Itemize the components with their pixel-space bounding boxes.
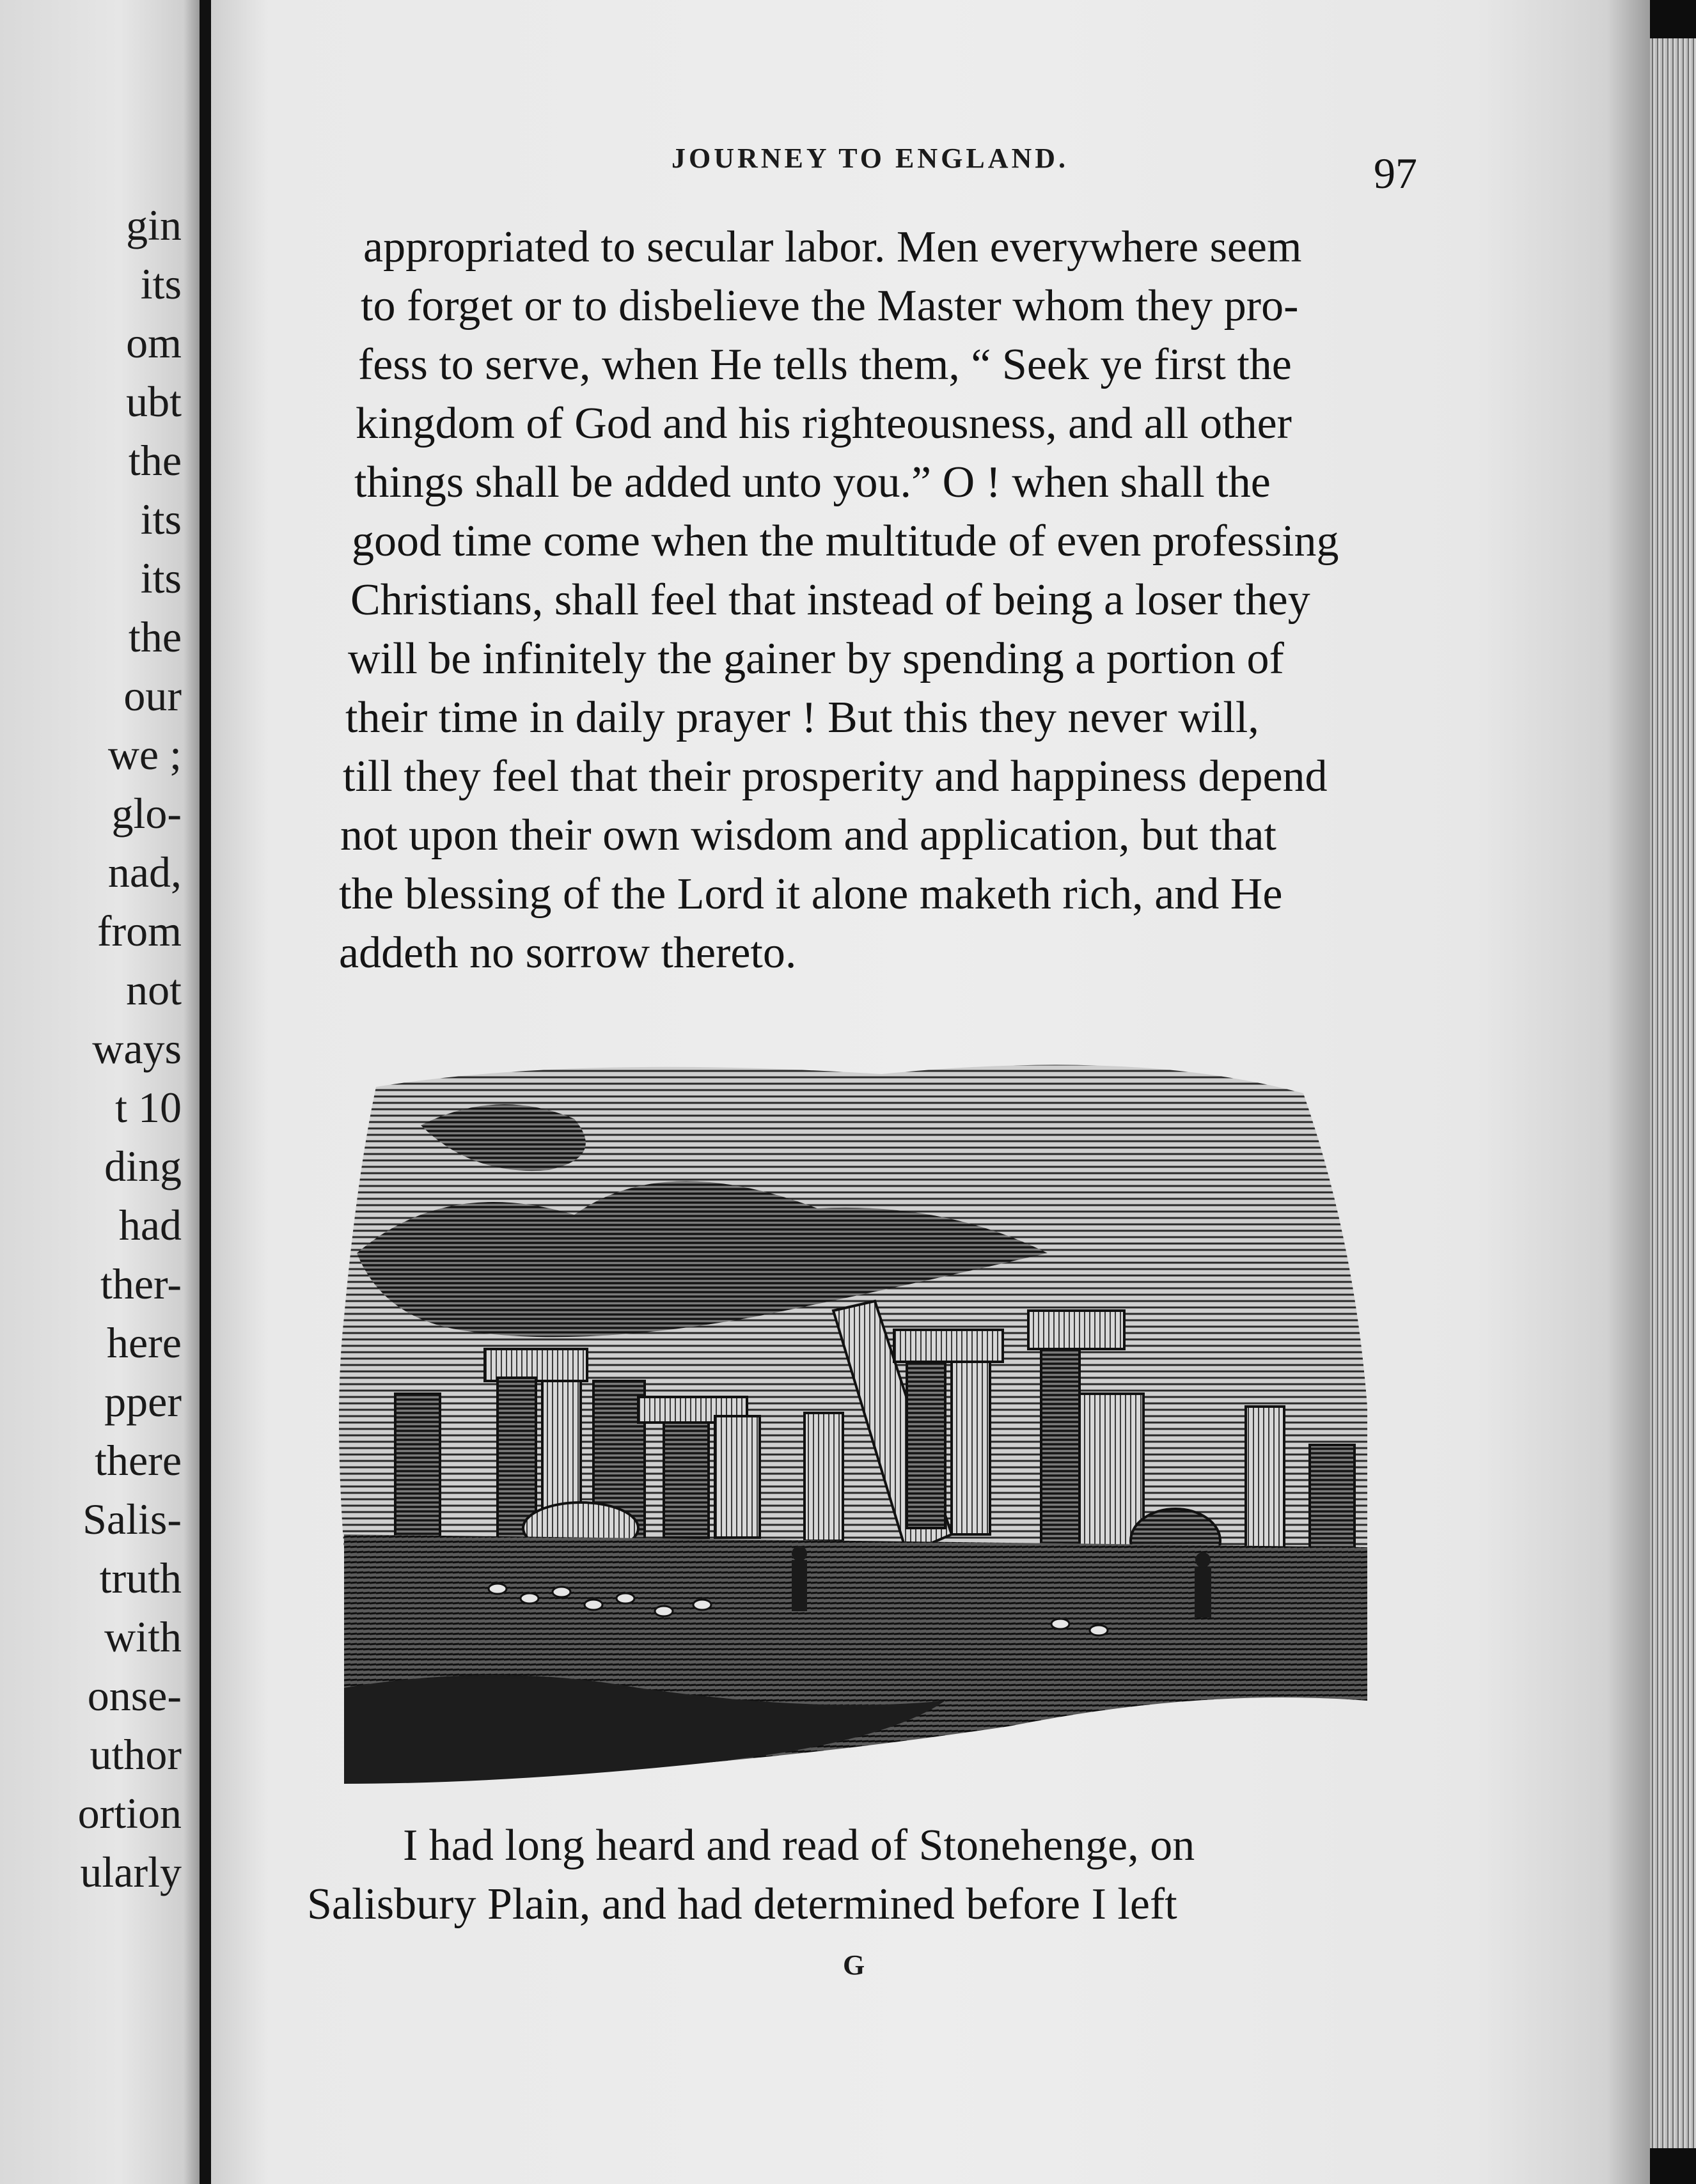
left-page-line: its [140,554,182,602]
left-page-line: our [123,671,182,720]
left-page-line: Salis- [82,1495,182,1543]
left-page-line: its [140,495,182,543]
text-line: will be infinitely the gainer by spending a portion of [348,634,1284,683]
running-header: JOURNEY TO ENGLAND. [671,143,1069,174]
page-number: 97 [1374,149,1417,198]
left-page-line: here [106,1318,182,1367]
text-line: fess to serve, when He tells them, “ Seek ye first the [358,340,1292,389]
text-line: kingdom of God and his righteousness, and all other [356,399,1292,448]
left-page-line: pper [104,1377,182,1426]
left-page-line: ways [92,1024,182,1073]
text-line: I had long heard and read of Stonehenge, on [403,1821,1195,1870]
left-page-line: had [118,1201,182,1249]
left-page-line: ther- [100,1260,182,1308]
left-page-line: uthor [90,1730,182,1779]
left-page-line: from [97,907,182,955]
left-page-line: with [104,1612,182,1661]
text-line: their time in daily prayer ! But this they never will, [345,693,1259,742]
left-page-line: t 10 [115,1083,182,1132]
previous-page-fragment [0,0,200,2184]
page-edges [1650,38,1696,2148]
stonehenge-engraving [306,1049,1386,1790]
left-page-line: the [128,612,182,661]
left-page-line: ularly [80,1848,182,1896]
left-page-line: ubt [126,377,182,426]
book-gutter [200,0,211,2184]
text-line: to forget or to disbelieve the Master whom they pro- [361,281,1299,331]
text-line: the blessing of the Lord it alone maketh rich, and He [339,870,1283,919]
text-line: till they feel that their prosperity and happiness depend [343,752,1328,801]
left-page-line: onse- [87,1671,182,1720]
text-line: Salisbury Plain, and had determined before I left [307,1880,1177,1929]
left-page-line: om [126,318,182,367]
left-page-line: gin [126,201,182,249]
signature-mark: G [843,1949,865,1981]
left-page-line: truth [99,1554,182,1602]
text-line: Christians, shall feel that instead of being a loser they [350,575,1310,625]
left-page-line: the [128,436,182,485]
left-page-line: its [140,260,182,308]
left-page-line: ding [104,1142,182,1190]
left-page-line: ortion [77,1789,182,1837]
left-page-line: we ; [107,730,182,779]
text-line: appropriated to secular labor. Men everywhere seem [363,222,1302,272]
text-line: good time come when the multitude of even professing [352,517,1339,566]
text-line: not upon their own wisdom and application, but that [340,811,1276,860]
left-page-line: not [126,965,182,1014]
text-line: things shall be added unto you.” O ! when shall the [354,458,1271,507]
left-page-line: nad, [107,848,182,896]
left-page-line: glo- [111,789,182,838]
text-line: addeth no sorrow thereto. [339,928,797,978]
left-page-line: there [95,1436,182,1485]
